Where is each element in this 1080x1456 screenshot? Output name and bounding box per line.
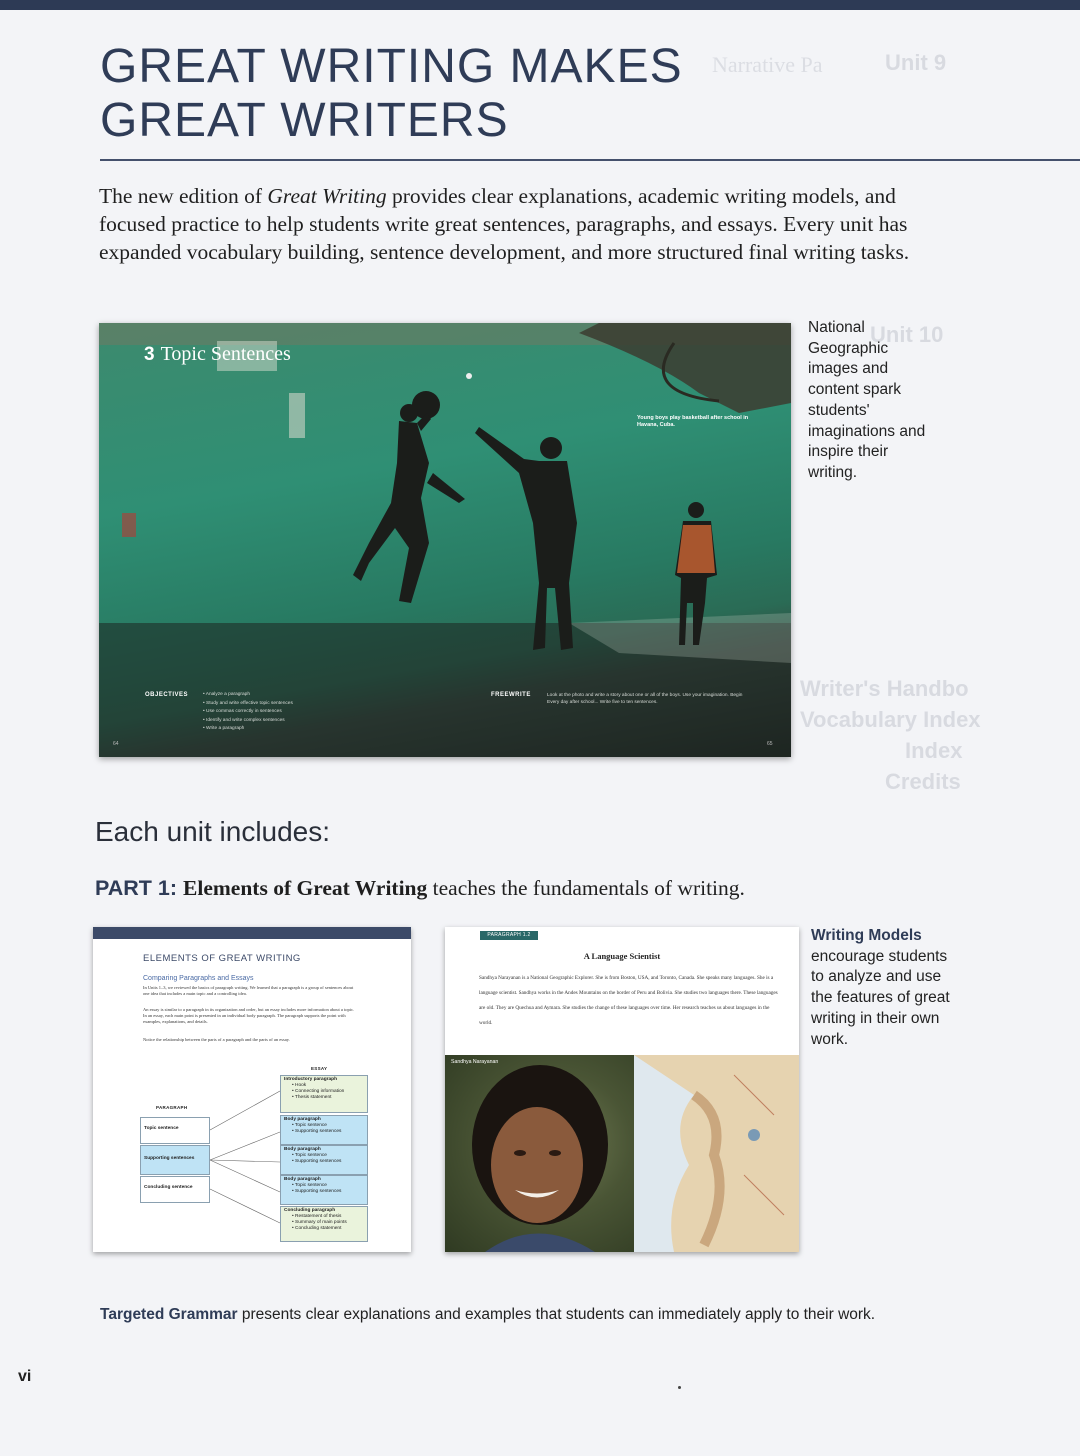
diagram-box-item: • Supporting sentences <box>292 1189 342 1194</box>
writing-models-label: Writing Models <box>811 927 922 944</box>
essay-column-label: ESSAY <box>311 1066 328 1071</box>
diagram-box-item: • Topic sentence <box>292 1153 327 1158</box>
diagram-box: Supporting sentences <box>140 1145 210 1175</box>
objective-item: • Use commas correctly in sentences <box>203 709 282 714</box>
andes-map-illustration <box>634 1055 799 1252</box>
national-geographic-note: National Geographic images and content spark students' imaginations and inspire their writing. <box>808 319 926 481</box>
thumbnail-paragraph: Notice the relationship between the parts of a paragraph and the parts of an essay. <box>143 1037 290 1042</box>
freewrite-label: FREEWRITE <box>491 692 531 698</box>
thumbnail-heading: ELEMENTS OF GREAT WRITING <box>143 953 301 964</box>
diagram-box-item: • Topic sentence <box>292 1123 327 1128</box>
unit-opener-spread-image <box>99 323 791 757</box>
title-divider <box>100 159 1080 161</box>
part-1-description <box>95 876 745 901</box>
model-paragraph: Sandhya Narayanan is a National Geographic Explorer. She is from Boston, USA, and Toronto, Canada. She speaks many languages. She is a language scientist. Sandhya works in the Andes Mountains on the border of Peru and Bolivia. She studies two languages there. These languages are old. They are Quechua and Aymara. She studies the change of these languages over time. Her research teaches us about languages in the world. <box>479 975 778 1026</box>
objectives-list <box>203 691 293 734</box>
diagram-box <box>280 1175 368 1205</box>
diagram-box: Topic sentence <box>140 1117 210 1144</box>
elements-page-thumbnail <box>93 927 411 1252</box>
bleed-through-text: Unit 9 <box>885 50 947 75</box>
diagram-box-item: • Topic sentence <box>292 1183 327 1188</box>
unit-number: 3 <box>144 344 155 365</box>
model-title: A Language Scientist <box>583 951 661 961</box>
photo-caption: Sandhya Narayanan <box>451 1059 499 1065</box>
writing-models-note <box>811 926 961 1050</box>
section-heading: Each unit includes: <box>95 816 331 847</box>
part-number: PART 1: <box>95 876 178 900</box>
diagram-box <box>280 1145 368 1175</box>
diagram-box-title: Body paragraph <box>284 1147 321 1152</box>
photo-caption: Young boys play basketball after school in Havana, Cuba. <box>637 415 749 428</box>
intro-text-start: The new edition of <box>99 184 268 208</box>
print-speck <box>678 1386 681 1389</box>
page-number: vi <box>18 1368 32 1385</box>
objectives-label: OBJECTIVES <box>145 692 189 698</box>
targeted-grammar-note <box>100 1306 875 1324</box>
diagram-box-title: Body paragraph <box>284 1177 321 1182</box>
diagram-box <box>280 1206 368 1242</box>
freewrite-text: Look at the photo and write a story about one or all of the boys. Use your imagination. Begin Every day after school... Write five to ten sentences. <box>547 693 743 705</box>
part-description: teaches the fundamentals of writing. <box>427 876 745 900</box>
bleed-through-text: Vocabulary Index <box>800 707 981 732</box>
portrait-photo <box>445 1055 634 1252</box>
thumbnail-paragraph: In Units 1–3, we reviewed the basics of paragraph writing. We learned that a paragraph is a group of sentences about one idea that includes a main topic and a controlling idea. <box>143 985 354 996</box>
thumbnail-paragraph: An essay is similar to a paragraph in its organization and order, but an essay includes more information about a topic. In an essay, each main point is presented in an individual body paragraph. The paragraph supports the point with examples, explanations, and details. <box>143 1007 355 1024</box>
bleed-through-text: Writer's Handbo <box>800 676 969 701</box>
diagram-box-item: • Supporting sentences <box>292 1159 342 1164</box>
part-name: Elements of Great Writing <box>183 876 428 900</box>
diagram-box-title: Body paragraph <box>284 1117 321 1122</box>
portrait-illustration <box>445 1055 634 1252</box>
page-title-line-2: GREAT WRITERS <box>100 94 509 147</box>
intro-paragraph <box>99 182 914 266</box>
page-title-line-1: GREAT WRITING MAKES <box>100 40 683 93</box>
objective-item: • Study and write effective topic sentences <box>203 700 293 706</box>
book-title: Great Writing <box>267 184 387 208</box>
spread-page-number-left: 64 <box>113 741 119 747</box>
bleed-through-text: Narrative Pa <box>712 52 823 77</box>
diagram-box-item: • Summary of main points <box>292 1220 347 1225</box>
diagram-box-item: • Hook <box>292 1083 307 1088</box>
diagram-box-title: Concluding paragraph <box>284 1208 336 1213</box>
map-image <box>634 1055 799 1252</box>
diagram-box-item: • Concluding statement <box>292 1226 342 1231</box>
unit-heading <box>144 343 291 366</box>
diagram-box-item: • Connecting information <box>292 1089 345 1094</box>
page-title <box>100 40 683 148</box>
intro-text-end: provides clear explanations, academic writing models, and focused practice to help students write great sentences, paragraphs, and essays. Every unit has expanded vocabulary building, sentence development, and more structured final writing tasks. <box>99 184 910 264</box>
writing-model-thumbnail <box>445 927 799 1252</box>
spread-page-number-right: 65 <box>767 741 773 747</box>
diagram-box-item: • Restatement of thesis <box>292 1214 342 1219</box>
diagram-box-title: Introductory paragraph <box>284 1077 338 1082</box>
objective-item: • Analyze a paragraph <box>203 692 251 697</box>
unit-title: Topic Sentences <box>160 343 291 365</box>
paragraph-tag: PARAGRAPH 1.2 <box>480 931 538 940</box>
diagram-box <box>280 1075 368 1113</box>
targeted-grammar-label: Targeted Grammar <box>100 1306 238 1323</box>
objective-item: • Identify and write complex sentences <box>203 717 285 723</box>
top-color-bar <box>0 0 1080 10</box>
objective-item: • Write a paragraph <box>203 726 245 731</box>
diagram-box-item: • Thesis statement <box>292 1095 332 1100</box>
writing-models-description: encourage students to analyze and use the features of great writing in their own work. <box>811 947 950 1048</box>
diagram-box-item: • Supporting sentences <box>292 1129 342 1134</box>
bleed-through-text: Unit 10 <box>870 322 944 347</box>
bleed-through-text: Credits <box>885 769 961 794</box>
bleed-through-text: Index <box>905 738 963 763</box>
targeted-grammar-description: presents clear explanations and examples that students can immediately apply to their work. <box>237 1306 876 1323</box>
thumbnail-subheading: Comparing Paragraphs and Essays <box>143 975 254 982</box>
paragraph-column-label: PARAGRAPH <box>156 1105 188 1110</box>
diagram-box: Concluding sentence <box>140 1176 210 1203</box>
diagram-box <box>280 1115 368 1145</box>
